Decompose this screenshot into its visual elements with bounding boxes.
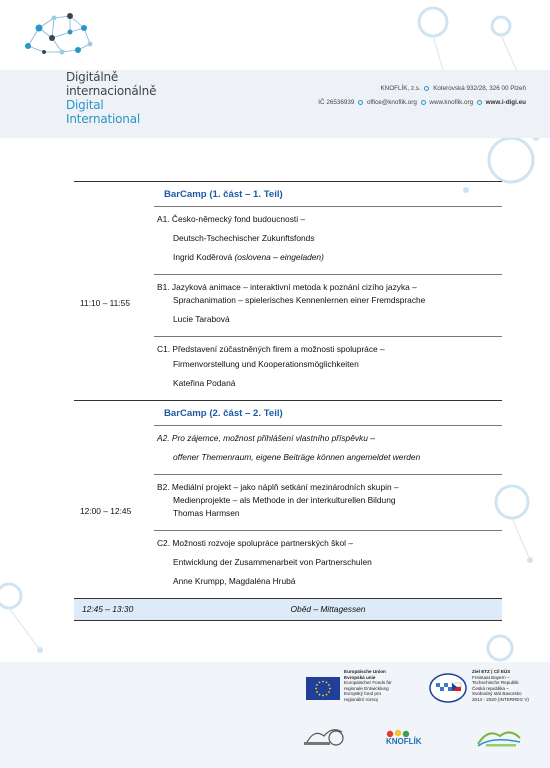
session-title-cz: Mediální projekt – jako náplň setkání mezinárodních skupin – <box>171 482 399 492</box>
session-title-de: Sprachanimation – spielerisches Kennenlernen einer Fremdsprache <box>173 295 426 305</box>
partner-logo-icon <box>472 724 526 752</box>
etz-funding-text <box>472 669 548 703</box>
session-item <box>154 275 502 337</box>
brand-line: Digital <box>66 98 104 112</box>
bullet-icon <box>358 100 363 105</box>
program-table <box>74 181 502 621</box>
session-item <box>154 207 502 275</box>
lunch-label: Oběd – Mittagessen <box>154 599 502 621</box>
speaker: Anne Krumpp, Magdaléna Hrubá <box>173 576 296 586</box>
etz-title: Ziel ETZ | Cíl EÚS <box>472 669 511 674</box>
session-code: B1. <box>157 282 170 292</box>
session-item <box>154 475 502 531</box>
eu-line: regionální rozvoj <box>344 696 378 702</box>
etz-line: Tschechische Republik <box>472 680 519 686</box>
brain-network-logo-icon <box>14 6 104 66</box>
session-title-cz: Pro zájemce, možnost přihlášení vlastního příspěvku – <box>171 433 375 443</box>
session-title-cz: Možnosti rozvoje spolupráce partnerských škol – <box>172 538 353 548</box>
etz-line: Svobodný stát Bavorsko <box>472 691 522 697</box>
eu-line: regionale Entwicklung <box>344 685 389 691</box>
partner-logo-icon <box>300 722 348 750</box>
section-title: BarCamp (1. část – 1. Teil) <box>154 182 502 207</box>
session-item <box>154 337 502 401</box>
table-row <box>74 426 502 475</box>
time-slot: 12:45 – 13:30 <box>74 599 154 621</box>
knoflik-logo-text: KNOFLÍK <box>386 737 422 746</box>
speaker: Kateřina Podaná <box>173 378 236 388</box>
session-title-de: Entwicklung der Zusammenarbeit von Partnerschulen <box>173 557 372 567</box>
speaker: Thomas Harmsen <box>173 508 240 518</box>
eu-title: Europäische Union <box>344 669 386 674</box>
brand-line: internacionálně <box>66 84 157 98</box>
speaker: Lucie Tarabová <box>173 314 230 324</box>
table-row <box>74 401 502 426</box>
eu-line: Europäischer Fonds für <box>344 680 392 686</box>
session-title-de: offener Themenraum, eigene Beiträge können angemeldet werden <box>173 452 421 462</box>
web-link[interactable]: www.knoflik.org <box>429 99 474 106</box>
table-row <box>74 207 502 275</box>
etz-line: Česká republika – <box>472 685 509 691</box>
table-row-lunch <box>74 599 502 621</box>
knoflik-partner-logo <box>384 728 430 748</box>
session-code: B2. <box>157 482 170 492</box>
bullet-icon <box>477 100 482 105</box>
brand-line: Digitálně <box>66 70 119 84</box>
session-title-de: Medienprojekte – als Methode in der interkulturellen Bildung <box>173 495 396 505</box>
brand-wordmark <box>66 70 156 126</box>
session-title-cz: Česko-německý fond budoucnosti – <box>171 214 306 224</box>
session-title-cz: Představení zúčastněných firem a možnosti spolupráce – <box>172 344 385 354</box>
session-code: C2. <box>157 538 171 548</box>
section-title: BarCamp (2. část – 2. Teil) <box>154 401 502 426</box>
time-slot: 11:10 – 11:55 <box>80 297 130 308</box>
speaker-note: (oslovena – eingeladen) <box>234 252 324 262</box>
brand-line: International <box>66 112 140 126</box>
session-title-de: Firmenvorstellung und Kooperationsmöglichkeiten <box>173 359 359 369</box>
email-link[interactable]: office@knoflik.org <box>366 99 417 106</box>
session-code: A1. <box>157 214 170 224</box>
web-link[interactable]: www.i-digi.eu <box>485 99 526 106</box>
eu-title: Evropská unie <box>344 674 376 680</box>
eu-funding-text <box>344 669 420 703</box>
org-name: KNOFLÍK, z.s. <box>380 85 421 92</box>
table-row <box>74 182 502 207</box>
speaker: Ingrid Koděrová <box>173 252 233 262</box>
session-code: C1. <box>157 344 171 354</box>
session-item <box>154 531 502 599</box>
session-title-cz: Jazyková animace – interaktivní metoda k poznání cizího jazyka – <box>171 282 417 292</box>
session-title-de: Deutsch-Tschechischer Zukunftsfonds <box>173 233 315 243</box>
bullet-icon <box>421 100 426 105</box>
company-id: IČ 26536939 <box>318 99 355 106</box>
address: Koterovská 932/28, 326 00 Plzeň <box>433 85 526 92</box>
time-slot: 12:00 – 12:45 <box>80 506 132 517</box>
session-code: A2. <box>157 433 170 443</box>
eu-line: Evropský fond pro <box>344 691 382 697</box>
interreg-logo-icon <box>428 672 468 704</box>
etz-line: Freistaat Bayern – <box>472 674 510 680</box>
eu-flag-icon <box>306 677 340 700</box>
etz-line: 2014 - 2020 (INTERREG V) <box>472 696 529 702</box>
bullet-icon <box>424 86 429 91</box>
contact-block <box>318 82 526 110</box>
session-item <box>154 426 502 475</box>
